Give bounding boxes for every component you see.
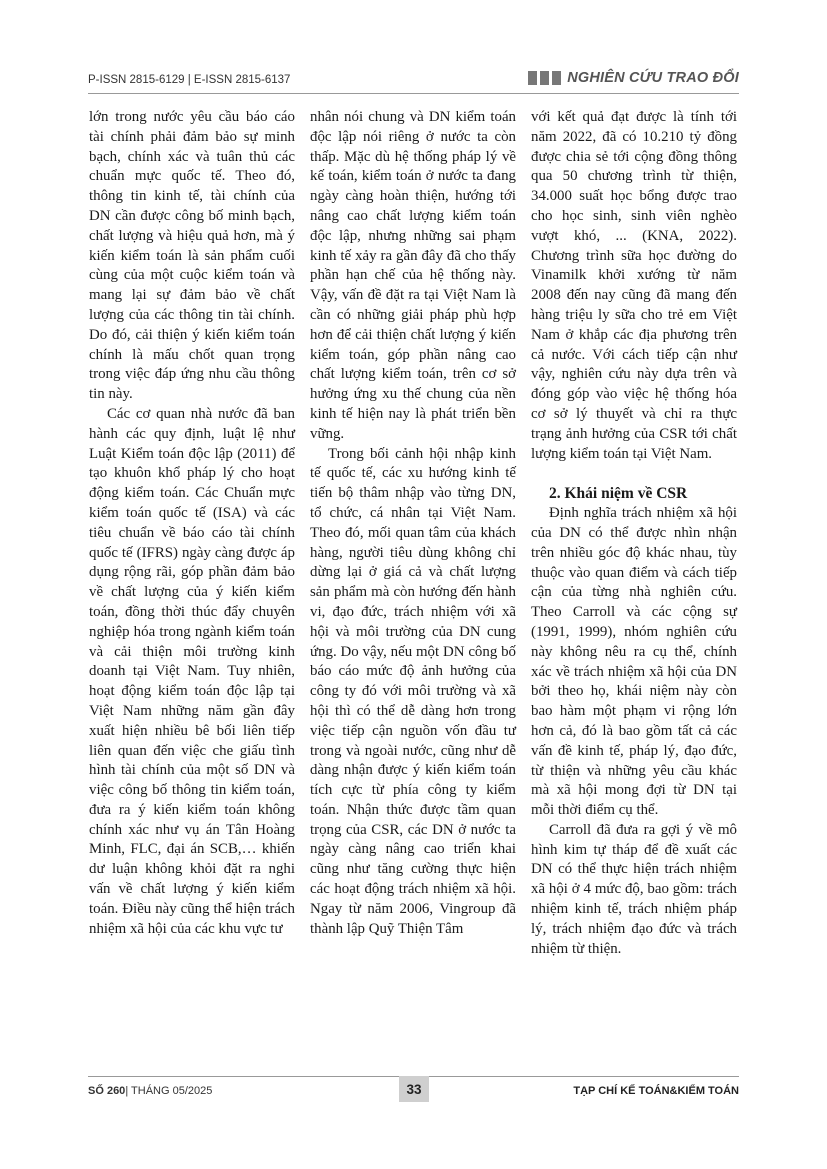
paragraph: Định nghĩa trách nhiệm xã hội của DN có thể được nhìn nhận trên nhiều góc độ khác nhau, tùy thuộc vào quan điểm và cách tiếp cận của từng nhà nghiên cứu. Theo Carroll và các cộng sự (1991, 1999), nhóm nghiên cứu này không nêu ra cụ thể, chính xác về trách nhiệm xã hội của DN bởi theo họ, khái niệm này còn bao hàm một phạm vi rộng lớn hơn cả, đó là bao gồm tất cả các vấn đề kinh tế, pháp lý, đạo đức, từ thiện và những yêu cầu khác mà xã hội mong đợi từ DN tại mỗi thời điểm cụ thể. [531,505,737,819]
issue-info [88,1085,212,1097]
text-column-2 [310,108,516,939]
paragraph: Carroll đã đưa ra gợi ý về mô hình kim tự tháp để đề xuất các DN có thể thực hiện trách nhiệm xã hội ở 4 mức độ, bao gồm: trách nhiệm kinh tế, trách nhiệm pháp lý, trách nhiệm đạo đức và trách nhiệm từ thiện. [531,821,737,957]
section-header [528,70,739,86]
text-column-1 [89,108,295,939]
issue-month: | THÁNG 05/2025 [125,1085,213,1097]
journal-name: TẠP CHÍ KẾ TOÁN&KIỂM TOÁN [573,1085,739,1097]
page-number: 33 [399,1076,429,1102]
issue-number: SỐ 260 [88,1085,126,1097]
section-title: NGHIÊN CỨU TRAO ĐỔI [567,70,739,86]
header-divider [88,93,739,94]
section-heading: 2. Khái niệm về CSR [549,485,688,503]
paragraph: với kết quả đạt được là tính tới năm 2022, đã có 10.210 tỷ đồng được chia sẻ tới cộng đồng thông qua 50 chương trình từ thiện, 34.000 suất học bổng được trao cho học sinh, sinh viên nghèo vượt khó, ... (KNA, 2022). Chương trình sữa học đường do Vinamilk khởi xướng từ năm 2008 đến nay cũng đã mang đến hàng triệu ly sữa cho trẻ em Việt Nam ở khắp các địa phương trên cả nước. Với cách tiếp cận như vậy, nghiên cứu này dựa trên và đóng góp vào việc hệ thống hóa cơ sở lý thuyết và chỉ ra thực trạng ảnh hưởng của CSR tới chất lượng kiểm toán tại Việt Nam. [531,109,737,462]
paragraph: Các cơ quan nhà nước đã ban hành các quy định, luật lệ như Luật Kiểm toán độc lập (2011) để tạo khuôn khổ pháp lý cho hoạt động kiểm toán. Các Chuẩn mực kiểm toán quốc tế (ISA) và các tiêu chuẩn về báo cáo tài chính quốc tế (IFRS) ngày càng được áp dụng rộng rãi, góp phần đảm bảo về chất lượng của ý kiến kiểm toán, đồng thời thúc đẩy chuyên nghiệp hóa trong ngành kiểm toán và cải thiện môi trường kinh doanh tại Việt Nam. Tuy nhiên, hoạt động kiểm toán độc lập tại Việt Nam những năm gần đây xuất hiện nhiều bê bối liên tiếp liên quan đến việc che giấu tình hình tài chính của một số DN và việc công bố thông tin kiểm toán, đưa ra ý kiến kiểm toán không chính xác như vụ án Tân Hoàng Minh, FLC, đại án SCB,… khiến dư luận không khỏi đặt ra nghi vấn về chất lượng ý kiến kiểm toán. Điều này cũng thể hiện trách nhiệm xã hội của các khu vực tư [89,405,295,937]
paragraph: lớn trong nước yêu cầu báo cáo tài chính phải đảm bảo sự minh bạch, chính xác và tuân thủ các chuẩn mực quốc tế. Theo đó, thông tin kinh tế, tài chính của DN cần được công bố minh bạch, chất lượng và hiệu quả hơn, mà ý kiến kiểm toán là sản phẩm cuối cùng của một cuộc kiểm toán và mang lại sự đảm bảo về chất lượng của các thông tin tài chính. Do đó, cải thiện ý kiến kiểm toán chính là mấu chốt quan trọng trong việc đáp ứng nhu cầu thông tin này. [89,109,295,403]
paragraph: Trong bối cảnh hội nhập kinh tế quốc tế, các xu hướng kinh tế tiến bộ thâm nhập vào từng DN, tổ chức, cá nhân tại Việt Nam. Theo đó, mối quan tâm của khách hàng, người tiêu dùng không chỉ dừng lại ở giá cả và chất lượng sản phẩm mà còn hướng đến hành vi, đạo đức, trách nhiệm với xã hội và môi trường của DN cung ứng. Do vậy, nếu một DN công bố báo cáo mức độ ảnh hưởng của công ty đó với môi trường và xã hội thì có thể dễ dàng hơn trong việc tiếp cận nguồn vốn đầu tư trong và ngoài nước, cũng như dễ dàng nhận được ý kiến kiểm toán tích cực từ phía công ty kiểm toán. Nhận thức được tầm quan trọng của CSR, các DN ở nước ta ngày càng nâng cao triển khai cũng như tăng cường thực hiện các hoạt động trách nhiệm xã hội. Ngay từ năm 2006, Vingroup đã thành lập Quỹ Thiện Tâm [310,445,516,937]
text-column-3 [531,108,737,959]
section-spacer [531,464,737,484]
section-bars-icon [528,71,561,85]
paragraph: nhân nói chung và DN kiểm toán độc lập nói riêng ở nước ta còn thấp. Mặc dù hệ thống pháp lý về kế toán, kiểm toán ở nước ta đang ngày càng hoàn thiện, hướng tới nâng cao chất lượng kiểm toán độc lập, nhưng những sai phạm kinh tế xảy ra gần đây đã cho thấy phần hạn chế của hệ thống này. Vậy, vấn đề đặt ra tại Việt Nam là cần có những giải pháp phù hợp hơn để cải thiện chất lượng ý kiến kiểm toán, góp phần nâng cao chất lượng kiểm toán, trên cơ sở hưởng ứng xu thế chung của nền kinh tế hiện nay là phát triển bền vững. [310,109,516,442]
issn-label: P-ISSN 2815-6129 | E-ISSN 2815-6137 [88,74,291,86]
